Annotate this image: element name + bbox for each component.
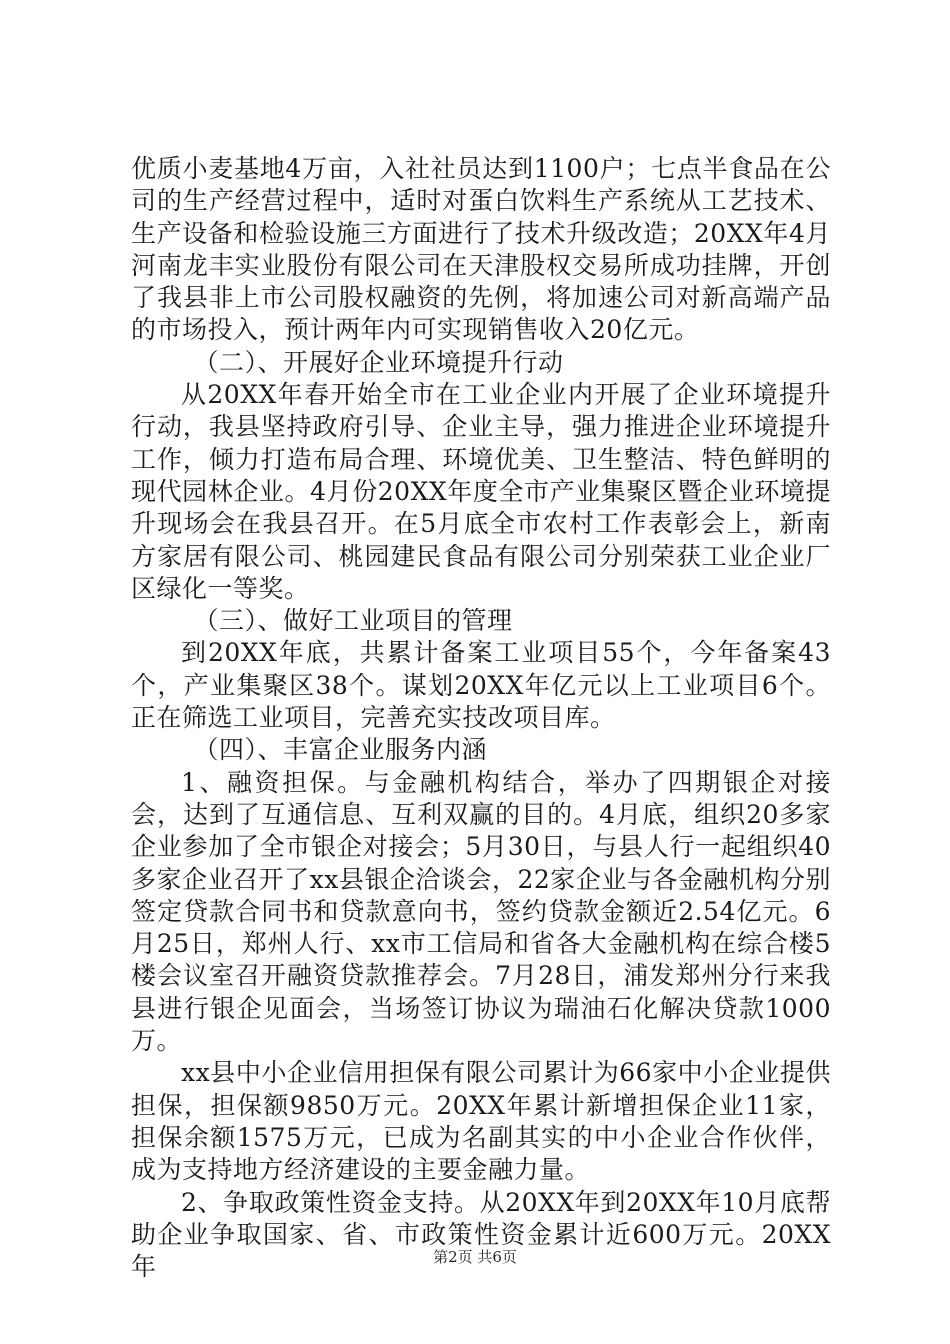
- page-number-footer: 第2页 共6页: [433, 1248, 517, 1266]
- paragraph-guarantee: xx县中小企业信用担保有限公司累计为66家中小企业提供担保，担保额9850万元。20XX年累计新增担保企业11家，担保余额1575万元，已成为名副其实的中小企业合作伙伴，成为支持地方经济建设的主要金融力量。: [131, 1058, 831, 1185]
- section-heading-three: （三）、做好工业项目的管理: [193, 606, 513, 636]
- paragraph-projects: 到20XX年底，共累计备案工业项目55个，今年备案43个，产业集聚区38个。谋划20XX年亿元以上工业项目6个。正在筛选工业项目，完善充实技改项目库。: [131, 638, 831, 733]
- section-heading-four: （四）、丰富企业服务内涵: [193, 735, 488, 765]
- document-body: [131, 153, 831, 1283]
- paragraph-policy-funds: 2、争取政策性资金支持。从20XX年到20XX年10月底帮助企业争取国家、省、市政策性资金累计近600万元。20XX年: [131, 1187, 831, 1282]
- paragraph-environment: 从20XX年春开始全市在工业企业内开展了企业环境提升行动，我县坚持政府引导、企业主导，强力推进企业环境提升工作，倾力打造布局合理、环境优美、卫生整洁、特色鲜明的现代园林企业。4月份20XX年度全市产业集聚区暨企业环境提升现场会在我县召开。在5月底全市农村工作表彰会上，新南方家居有限公司、桃园建民食品有限公司分别荣获工业企业厂区绿化一等奖。: [131, 380, 831, 603]
- paragraph-financing: 1、融资担保。与金融机构结合，举办了四期银企对接会，达到了互通信息、互利双赢的目的。4月底，组织20多家企业参加了全市银企对接会；5月30日，与县人行一起组织40多家企业召开了xx县银企洽谈会，22家企业与各金融机构分别签定贷款合同书和贷款意向书，签约贷款金额近2.54亿元。6月25日，郑州人行、xx市工信局和省各大金融机构在综合楼5楼会议室召开融资贷款推荐会。7月28日，浦发郑州分行来我县进行银企见面会，当场签订协议为瑞油石化解决贷款1000万。: [131, 767, 831, 1056]
- paragraph-continuation: 优质小麦基地4万亩，入社社员达到1100户；七点半食品在公司的生产经营过程中，适时对蛋白饮料生产系统从工艺技术、生产设备和检验设施三方面进行了技术升级改造；20XX年4月河南龙丰实业股份有限公司在天津股权交易所成功挂牌，开创了我县非上市公司股权融资的先例，将加速公司对新高端产品的市场投入，预计两年内可实现销售收入20亿元。: [131, 154, 831, 345]
- section-heading-two: （二）、开展好企业环境提升行动: [193, 347, 564, 377]
